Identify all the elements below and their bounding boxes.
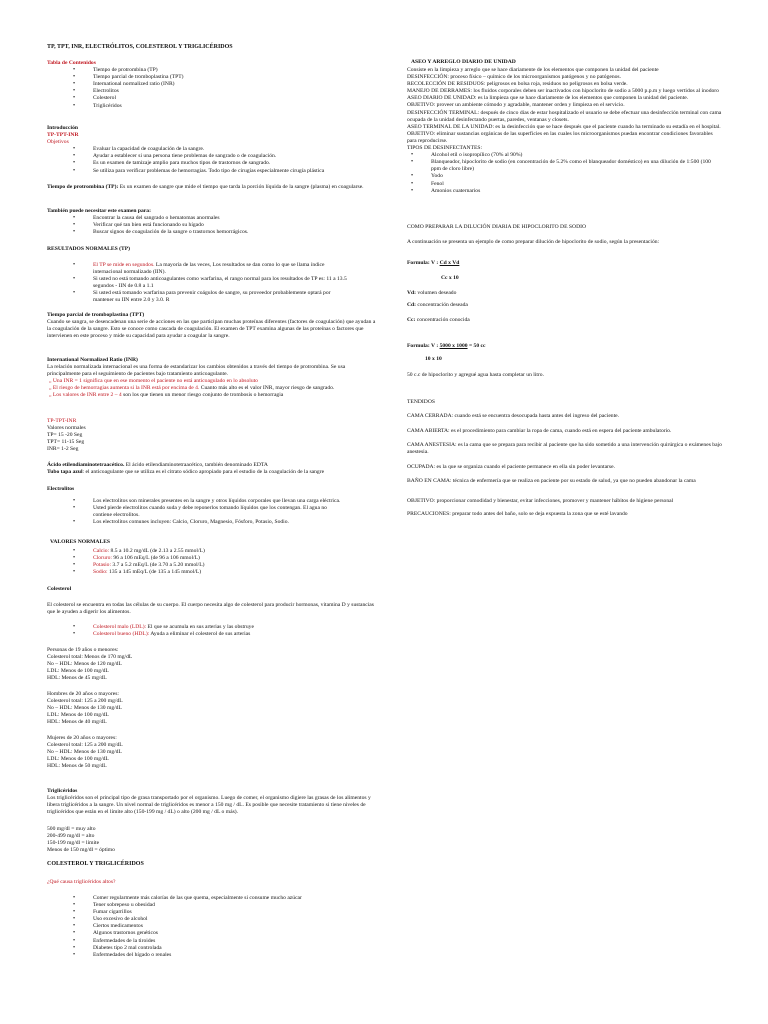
bed-item: BAÑO EN CAMA: técnica de enfermería que se realiza en paciente por su estado de salud, ya que no pueden abandonar la cama xyxy=(407,478,696,484)
group-line: No – HDL: Menos de 130 mg/dL xyxy=(47,705,122,712)
cholesterol-item-text: Ayuda a eliminar el colesterol de sus arterias xyxy=(149,631,251,638)
aseo-line: OBJETIVO: eliminar sustancias orgánicas de las superficies en las cuales los microorganismos puedan encontrar condiciones favorables para reproducirse. xyxy=(407,130,713,144)
normal-values-heading: VALORES NORMALES xyxy=(50,539,111,545)
electrolytes-item: • Usted pierde electrolitos cuando suda y debe reponerlos tomando líquidos que los contengan. El agua no contiene electrolitos. xyxy=(47,505,347,519)
disinfectant-item: • Amonios cuaternarios xyxy=(407,188,722,195)
document-title: TP, TPT, INR, ELECTRÓLITOS, COLESTEROL Y TRIGLICÉRIDOS xyxy=(47,44,233,50)
electrolytes-item: • Los electrolitos son minerales presentes en la sangre y otros líquidos corporales que llevan una carga eléctrica. xyxy=(47,498,347,505)
inr-note: „ Una INR = 1 significa que en ese momento el paciente no está anticoagulado en lo absoluto xyxy=(49,378,258,385)
cause-item: • Enfermedades del hígado o renales xyxy=(47,952,377,959)
toc-heading: Tabla de Contenidos xyxy=(47,60,96,66)
group-line: LDL: Menos de 100 mg/dL xyxy=(47,712,109,719)
inr-note xyxy=(47,385,377,392)
normal-value-text: 3.7 a 5.2 mEq/L (de 3.70 a 5.20 mmol/L) xyxy=(111,562,205,569)
vd-line xyxy=(407,290,456,297)
prep-text: A continuación se presenta un ejemplo de como preparar dilución de hipoclorito de sodio, según la presentación: xyxy=(407,239,660,245)
level-line: Menos de 150 mg/dl = óptimo xyxy=(47,847,115,854)
normal-value-label: Sodio: xyxy=(93,569,108,576)
intro-heading: Introducción xyxy=(47,125,78,131)
normal-value-text: 135 a 145 mEq/L (de 135 a 145 mmol/L) xyxy=(107,569,202,576)
cd-line xyxy=(407,302,468,309)
cholesterol-group-men xyxy=(47,691,123,726)
intro-section xyxy=(47,125,377,175)
bed-item: PRECAUCIONES: preparar todo antes del baño, solo se deja expuesta la zona que se esté lavando xyxy=(407,511,628,517)
triglycerides-heading: Triglicéridos xyxy=(47,788,78,794)
objectives-heading: Objetivos xyxy=(47,139,69,146)
tp-term: Tiempo de protrombina (TP): xyxy=(47,184,119,190)
causes-list xyxy=(47,895,377,959)
range-line: INR= 1-2 Seg xyxy=(47,446,79,453)
toc-item: • Tiempo parcial de tromboplastina (TPT) xyxy=(47,74,377,81)
toc-item: • International normalized ratio (INR) xyxy=(47,81,377,88)
aseo-line: ASEO DIARIO DE UNIDAD: es la limpieza que se hace diariamente de los elementos que componen la unidad del paciente. xyxy=(407,95,689,102)
group-line: Personas de 19 años o menores: xyxy=(47,647,119,653)
aseo-line: DESINFECCIÓN: proceso físico – químico de los microorganismos patógenos y no patógenos. xyxy=(407,74,621,81)
toc-item: • Colesterol xyxy=(47,95,377,102)
results-text: La mayoría de las veces, Los resultados se dan como lo que se llama índice internacional normalizado (IIN). xyxy=(93,262,325,276)
causes-heading: ¿Qué causa triglicéridos altos? xyxy=(47,879,116,885)
cholesterol-group-youth xyxy=(47,647,132,682)
toc-item: • Triglicéridos xyxy=(47,103,377,110)
tpt-heading: Tiempo parcial de tromboplastina (TPT) xyxy=(47,312,145,318)
cause-item: • Tener sobrepeso u obesidad xyxy=(47,902,377,909)
also-item: • Buscar signos de coagulación de la sangre o trastornos hemorrágicos. xyxy=(47,229,377,236)
bed-item: OBJETIVO: proporcionar comodidad y bienestar, evitar infecciones, promover y mantener hábitos de higiene personal xyxy=(407,498,674,504)
table-of-contents xyxy=(47,60,377,110)
aseo-heading: ASEO Y ARREGLO DIARIO DE UNIDAD xyxy=(411,59,516,65)
normal-value-item xyxy=(47,569,377,576)
group-line: Mujeres de 20 años o mayores: xyxy=(47,735,117,741)
objective-item: • Evaluar la capacidad de coagulación de la sangre. xyxy=(47,146,377,153)
electrolytes-section xyxy=(47,486,377,526)
disinfectants-list xyxy=(407,152,722,195)
normal-value-text: 96 a 106 mEq/L (de 96 a 106 mmol/L) xyxy=(111,555,200,562)
range-line: Valores normales xyxy=(47,425,86,432)
inr-note-text: son los que tienen un menor riesgo conjunto de trombosis o hemorragia xyxy=(121,392,284,399)
formula-label: Formula: V : xyxy=(407,260,440,266)
example-label: Formula: V : xyxy=(407,343,440,349)
toc-item: • Electrolitos xyxy=(47,88,377,95)
bed-item: CAMA CERRADA: cuando está se encuentra desocupada hasta antes del ingreso del paciente. xyxy=(407,413,620,419)
normal-values-section xyxy=(47,539,377,576)
beds-heading: TENDIDOS xyxy=(407,399,435,405)
objective-item: • Se utiliza para verificar problemas de hemorragias. Todo tipo de cirugías especialmente cirugía plástica xyxy=(47,168,377,175)
group-line: Colesterol total: Menos de 170 mg/dL xyxy=(47,654,133,661)
tpt-text: Cuando se sangra, se desencadenan una serie de acciones en las que participan muchas proteínas diferentes (factores de coagulación) que ayudan a la coagulación de la sangre. Esto se conoce como cascada de coagulación. El examen de TPT examina algunas de las proteínas o factores que intervienen en este proceso y mide su capacidad para ayudar a coagular la sangre. xyxy=(47,319,376,340)
inr-heading: International Normalized Ratio (INR) xyxy=(47,357,138,363)
aseo-line: ASEO TERMINAL DE LA UNIDAD: es la desinfección que se hace después que el paciente cuando ha terminado su estadía en el hospital. xyxy=(407,123,721,130)
cause-item: • Uso excesivo de alcohol xyxy=(47,916,377,923)
triglycerides-text: Los triglicéridos son el principal tipo de grasa transportado por el organismo. Luego de comer, el organismo digiere las grasas de los alimentos y libera triglicéridos a la sangre. Un nivel normal de triglicéridos es menor a 150 mg / dL. Es posible que necesite tratamiento si tiene niveles de triglicéridos que están en el límite alto (150-199 mg / dL) o alto (200 mg / dL o más). xyxy=(47,795,371,816)
also-section xyxy=(47,208,377,236)
edta-section xyxy=(47,462,377,476)
edta-line xyxy=(47,462,377,469)
cc-term: Cc: xyxy=(407,317,416,323)
cause-item: • Fumar cigarrillos xyxy=(47,909,377,916)
results-heading: RESULTADOS NORMALES (TP) xyxy=(47,246,130,252)
cause-item: • Ciertos medicamentos xyxy=(47,923,377,930)
range-line: TP= 15 -20 Seg xyxy=(47,432,83,439)
also-list xyxy=(47,215,377,236)
cause-item: • Algunos trastornos genéticos xyxy=(47,930,377,937)
edta-text: El ácido etilendiaminotetraacético, también denominado EDTA xyxy=(124,462,268,468)
normal-values-list xyxy=(47,548,377,576)
group-line: No – HDL: Menos de 130 mg/dL xyxy=(47,749,122,756)
cc-line xyxy=(407,317,470,324)
disinfectant-item: • Yodo xyxy=(407,173,722,180)
cholesterol-heading: Colesterol xyxy=(47,586,72,592)
group-line: LDL: Menos de 100 mg/dL xyxy=(47,668,109,675)
electrolytes-list xyxy=(47,498,347,526)
aseo-line: TIPOS DE DESINFECTANTES: xyxy=(407,145,483,152)
example-denominator: 10 x 10 xyxy=(425,356,442,362)
electrolytes-item: • Los electrolitos comunes incluyen: Calcio, Cloruro, Magnesio, Fósforo, Potasio, Sodio. xyxy=(47,519,347,526)
example-result: = 50 cc xyxy=(467,343,486,349)
cause-item: • Comer regularmente más calorías de las que quema, especialmente si consume mucho azúcar xyxy=(47,895,377,902)
inr-note-highlight: „ Los valores de INR entre 2 – 4 xyxy=(49,392,122,399)
formula-denominator: Cc x 10 xyxy=(441,275,459,281)
tp-definition xyxy=(47,184,377,191)
ranges-heading: TP-TPT-INR xyxy=(47,418,77,424)
results-item xyxy=(47,262,347,276)
intro-subheading: TP-TPT-INR xyxy=(47,132,79,139)
formula-line xyxy=(407,260,459,267)
aseo-line: OBJETIVO: proveer un ambiente cómodo y agradable, mantener orden y limpieza en el servicio. xyxy=(407,102,625,109)
aseo-line: Consiste en la limpieza y arreglo que se hace diariamente de los elementos que componen la unidad del paciente xyxy=(407,67,659,73)
group-line: HDL: Menos de 50 mg/dL xyxy=(47,763,107,770)
disinfectant-item: • Fenol xyxy=(407,181,722,188)
normal-value-text: 8.5 a 10.2 mg/dL (de 2.13 a 2.55 mmol/L) xyxy=(109,548,205,555)
tp-text: Es un examen de sangre que mide el tiempo que tarda la porción líquida de la sangre (plasma) en coagularse. xyxy=(118,184,364,190)
cause-item: • Diabetes tipo 2 mal controlada xyxy=(47,945,377,952)
aseo-line: RECOLECCIÓN DE RESIDUOS: peligrosos en bolsa roja, residuos no peligrosos en bolsa verde. xyxy=(407,81,628,88)
results-item: • Si usted no está tomando anticoagulantes como warfarina, el rango normal para los resultados de TP es: 11 a 13.5 segundos - IIN de 0.8 a 1.1 xyxy=(47,276,347,290)
ct-heading: COLESTEROL Y TRIGLICÉRIDOS xyxy=(47,861,144,867)
group-line: LDL: Menos de 100 mg/dL xyxy=(47,756,109,763)
bed-item: CAMA ANESTESIA: es la cama que se prepara para recibir al paciente que ha sido sometido a una intervención quirúrgica o exámenes bajo anestesia. xyxy=(407,442,722,456)
normal-value-label: Calcio: xyxy=(93,548,110,555)
cholesterol-item-label: Colesterol bueno (HDL): xyxy=(93,631,150,638)
triglyceride-levels xyxy=(47,826,115,854)
inr-note-text: Cuanto más alto es el valor INR, mayor riesgo de sangrado. xyxy=(199,385,335,392)
vd-term: Vd: xyxy=(407,290,417,296)
group-line: Colesterol total: 125 a 200 mg/dL xyxy=(47,742,123,749)
range-line: TPT= 11-15 Seg xyxy=(47,439,85,446)
bed-item: OCUPADA: es la que se organiza cuando el paciente permanece en ella sin poder levantarse. xyxy=(407,464,615,470)
inr-text: La relación normalizada internacional es una forma de estandarizar los cambios obtenidos a través del tiempo de protrombina. Se usa principalmente para el seguimiento de pacientes bajo tratamiento anticoagulante. xyxy=(47,364,346,378)
disinfectant-item: • Alcohol etil o isopropílico (70% al 90%) xyxy=(407,152,722,159)
aseo-line: MANEJO DE DERRAMES: los fluidos corporales deben ser inactivados con hipoclorito de sodio a 5000 p.p.m y luego vertidos al inodoro xyxy=(407,88,719,95)
vd-text: volumen deseado xyxy=(416,290,457,296)
group-line: HDL: Menos de 40 mg/dL xyxy=(47,719,107,726)
objective-item: • Ayudar a establecer si una persona tiene problemas de sangrado o de coagulación. xyxy=(47,153,377,160)
edta-term: Ácido etilendiaminotetraacético. xyxy=(47,462,125,468)
toc-list xyxy=(47,67,377,110)
level-line: 500 mg/dl = muy alto xyxy=(47,826,96,832)
formula-numerator: Cd x Vd xyxy=(439,260,460,266)
prep-heading: COMO PREPARAR LA DILUCIÓN DIARIA DE HIPOCLORITO DE SODIO xyxy=(407,224,587,230)
cholesterol-item-label: Colesterol malo (LDL): xyxy=(93,624,147,630)
cause-item: • Enfermedades de la tiroides xyxy=(47,938,377,945)
example-explanation: 50 c.c de hipoclorito y agregué agua hasta completar un litro. xyxy=(407,372,544,378)
electrolytes-heading: Electrolitos xyxy=(47,486,75,492)
cholesterol-item-text: El que se acumula en sus arterias y las obstruye xyxy=(146,624,254,630)
objectives-list xyxy=(47,146,377,174)
cholesterol-text: El colesterol se encuentra en todas las células de su cuerpo. El cuerpo necesita algo de colesterol para producir hormonas, vitamina D y sustancias que le ayuden a digerir los alimentos. xyxy=(47,602,374,616)
disinfectant-item: • Blanqueador, hipoclorito de sodio (en concentración de 5.2% como el blanqueador doméstico) en una dilución de 1:500 (100 ppm de cloro libre) xyxy=(407,159,722,173)
inr-note xyxy=(47,392,377,399)
bed-item: CAMA ABIERTA: es el procedimiento para cambiar la ropa de cama, cuando está en espera del paciente ambulatorio. xyxy=(407,428,672,434)
inr-section xyxy=(47,357,377,400)
cholesterol-group-women xyxy=(47,735,123,770)
aseo-line: DESINFECCIÓN TERMINAL: después de cinco días de estar hospitalizado el usuario se debe efectuar una desinfección terminal con cama ocupada de la unidad desinfectando puertas, paredes, ventanas y closets. xyxy=(407,109,722,123)
group-line: Colesterol total: 125 a 200 mg/dL xyxy=(47,698,123,705)
results-highlight: El TP se mide en segundos. xyxy=(93,262,155,268)
inr-note-highlight: „ El riesgo de hemorragias aumenta si la INR está por encima de 4. xyxy=(49,385,200,392)
also-heading: También puede necesitar este examen para: xyxy=(47,208,151,214)
cholesterol-list xyxy=(47,624,377,638)
cd-text: concentración deseada xyxy=(416,302,468,308)
cc-text: concentración conocida xyxy=(415,317,470,323)
tubo-line xyxy=(47,469,377,476)
normal-value-label: Potasio: xyxy=(93,562,112,569)
results-list xyxy=(47,262,347,305)
objective-item: • Es un examen de tamizaje amplio para muchos tipos de trastornos de sangrado. xyxy=(47,160,377,167)
example-numerator: 5000 x 1000 xyxy=(439,343,468,349)
also-item: • Encontrar la causa del sangrado o hematomas anormales xyxy=(47,215,377,222)
cholesterol-item xyxy=(47,631,377,638)
normal-ranges xyxy=(47,418,377,453)
tpt-section xyxy=(47,312,377,340)
triglycerides-section xyxy=(47,788,377,816)
tubo-text: : el anticoagulante que se utiliza es el citrato sódico apropiado para el estudio de la coagulación de la sangre xyxy=(82,469,325,476)
group-line: No – HDL: Menos de 120 mg/dL xyxy=(47,661,122,668)
also-item: • Verificar qué tan bien está funcionando su hígado xyxy=(47,222,377,229)
toc-item: • Tiempo de protrombina (TP) xyxy=(47,67,377,74)
normal-value-label: Cloruro: xyxy=(93,555,112,562)
level-line: 150-199 mg/dl = límite xyxy=(47,840,100,847)
group-line: Hombres de 20 años o mayores: xyxy=(47,691,119,697)
group-line: HDL: Menos de 45 mg/dL xyxy=(47,675,107,682)
aseo-content xyxy=(407,67,722,195)
tubo-term: Tubo tapa azul xyxy=(47,469,83,476)
level-line: 200-499 mg/dl = alto xyxy=(47,833,95,840)
example-line xyxy=(407,343,486,350)
cd-term: Cd: xyxy=(407,302,417,308)
results-item: • Si usted está tomando warfarina para prevenir coágulos de sangre, su proveedor probablemente optará por mantener su IIN entre 2.0 y 3.0. R xyxy=(47,290,347,304)
